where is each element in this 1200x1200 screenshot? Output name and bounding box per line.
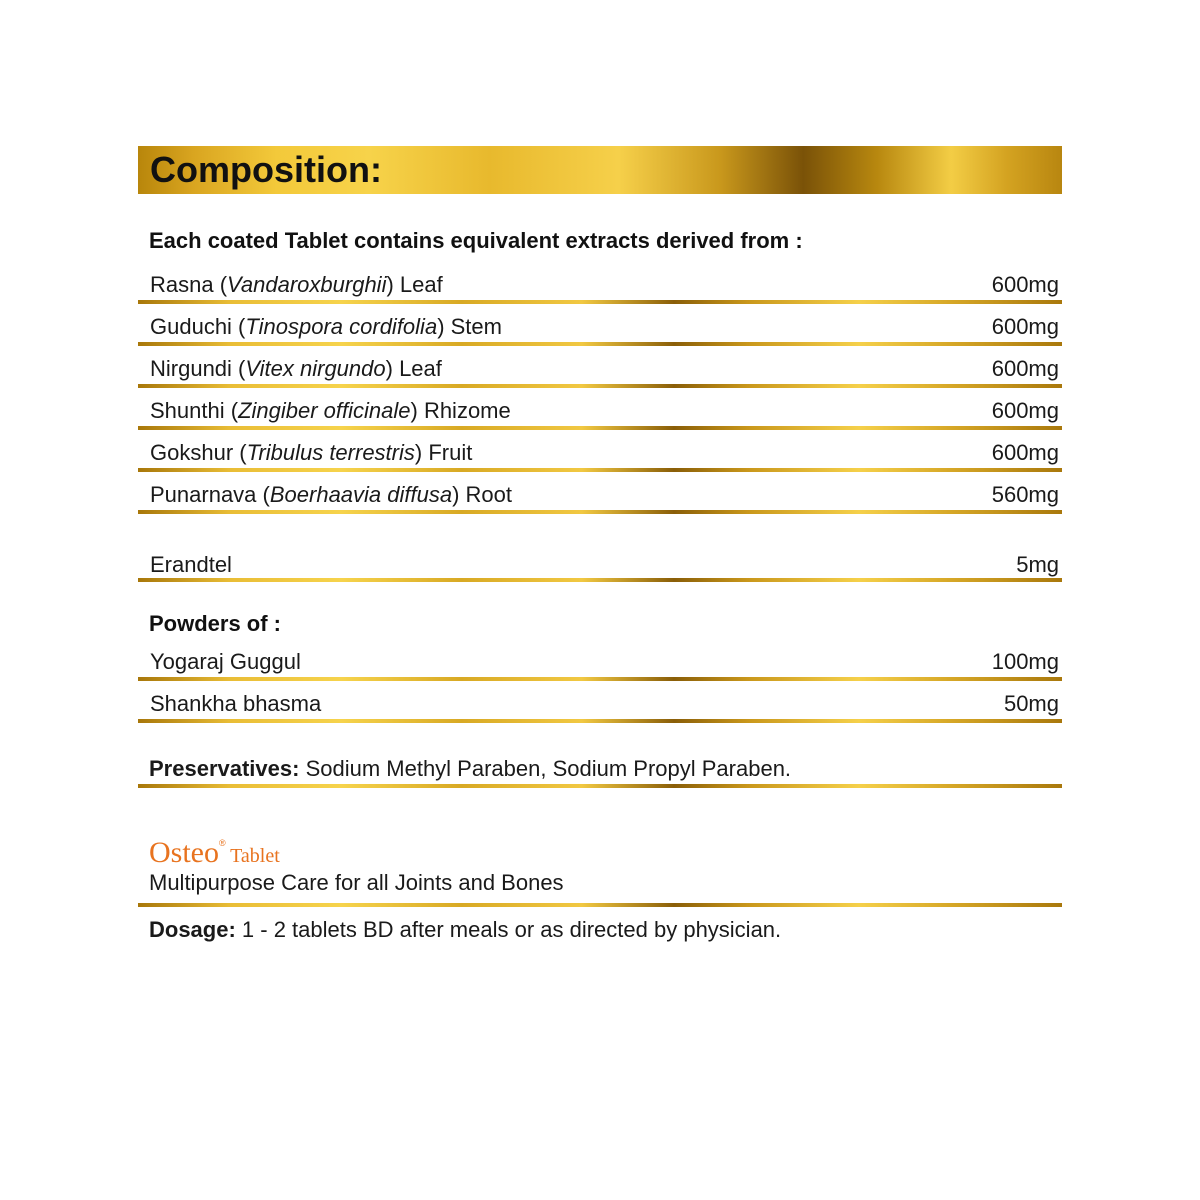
brand-name: Osteo <box>149 836 219 869</box>
gold-divider <box>138 784 1062 788</box>
ingredient-row <box>138 396 1062 438</box>
ingredient-row <box>138 689 1062 731</box>
brand-logo <box>149 836 280 870</box>
ingredient-name: Nirgundi (Vitex nirgundo) Leaf <box>150 356 442 381</box>
powders-heading: Powders of : <box>149 611 282 636</box>
dosage-text: 1 - 2 tablets BD after meals or as directed by physician. <box>235 917 782 942</box>
dosage-label: Dosage: <box>149 917 236 942</box>
gold-divider <box>138 510 1062 514</box>
composition-title: Composition: <box>150 149 382 190</box>
ingredient-qty: 600mg <box>991 272 1059 297</box>
ingredient-qty: 5mg <box>1016 552 1059 577</box>
gold-divider <box>138 677 1062 681</box>
ingredient-name: Erandtel <box>150 552 232 577</box>
ingredient-qty: 560mg <box>991 482 1059 507</box>
ingredient-qty: 50mg <box>1003 691 1059 716</box>
ingredient-row <box>138 354 1062 396</box>
gold-divider <box>138 903 1062 907</box>
gold-divider <box>138 468 1062 472</box>
ingredient-row <box>138 480 1062 522</box>
ingredient-qty: 600mg <box>991 440 1059 465</box>
ingredient-row <box>138 270 1062 312</box>
gold-divider <box>138 342 1062 346</box>
ingredient-name: Shankha bhasma <box>150 691 322 716</box>
preservatives-text: Sodium Methyl Paraben, Sodium Propyl Paraben. <box>299 756 792 781</box>
ingredient-qty: 600mg <box>991 356 1059 381</box>
ingredient-name: Guduchi (Tinospora cordifolia) Stem <box>150 314 502 339</box>
extracts-intro: Each coated Tablet contains equivalent extracts derived from : <box>149 228 803 253</box>
gold-divider <box>138 578 1062 582</box>
brand-tagline: Multipurpose Care for all Joints and Bones <box>149 870 564 895</box>
preservatives-label: Preservatives: <box>149 756 300 781</box>
registered-mark: ® <box>219 838 226 848</box>
ingredient-name: Yogaraj Guggul <box>150 649 301 674</box>
gold-divider <box>138 719 1062 723</box>
ingredient-row <box>138 647 1062 689</box>
ingredient-qty: 600mg <box>991 314 1059 339</box>
gold-divider <box>138 426 1062 430</box>
gold-divider <box>138 300 1062 304</box>
dosage-line <box>149 917 781 943</box>
ingredient-name: Punarnava (Boerhaavia diffusa) Root <box>150 482 513 507</box>
ingredient-qty: 100mg <box>991 649 1059 674</box>
ingredient-row <box>138 438 1062 480</box>
ingredient-qty: 600mg <box>991 398 1059 423</box>
gold-divider <box>138 384 1062 388</box>
ingredient-name: Rasna (Vandaroxburghii) Leaf <box>150 272 443 297</box>
ingredient-row <box>138 312 1062 354</box>
composition-header-bar <box>138 146 1062 194</box>
brand-form: Tablet <box>230 845 280 867</box>
ingredient-name: Gokshur (Tribulus terrestris) Fruit <box>150 440 473 465</box>
ingredient-name: Shunthi (Zingiber officinale) Rhizome <box>150 398 511 423</box>
ingredient-row <box>138 550 1062 592</box>
preservatives-line <box>149 756 791 782</box>
